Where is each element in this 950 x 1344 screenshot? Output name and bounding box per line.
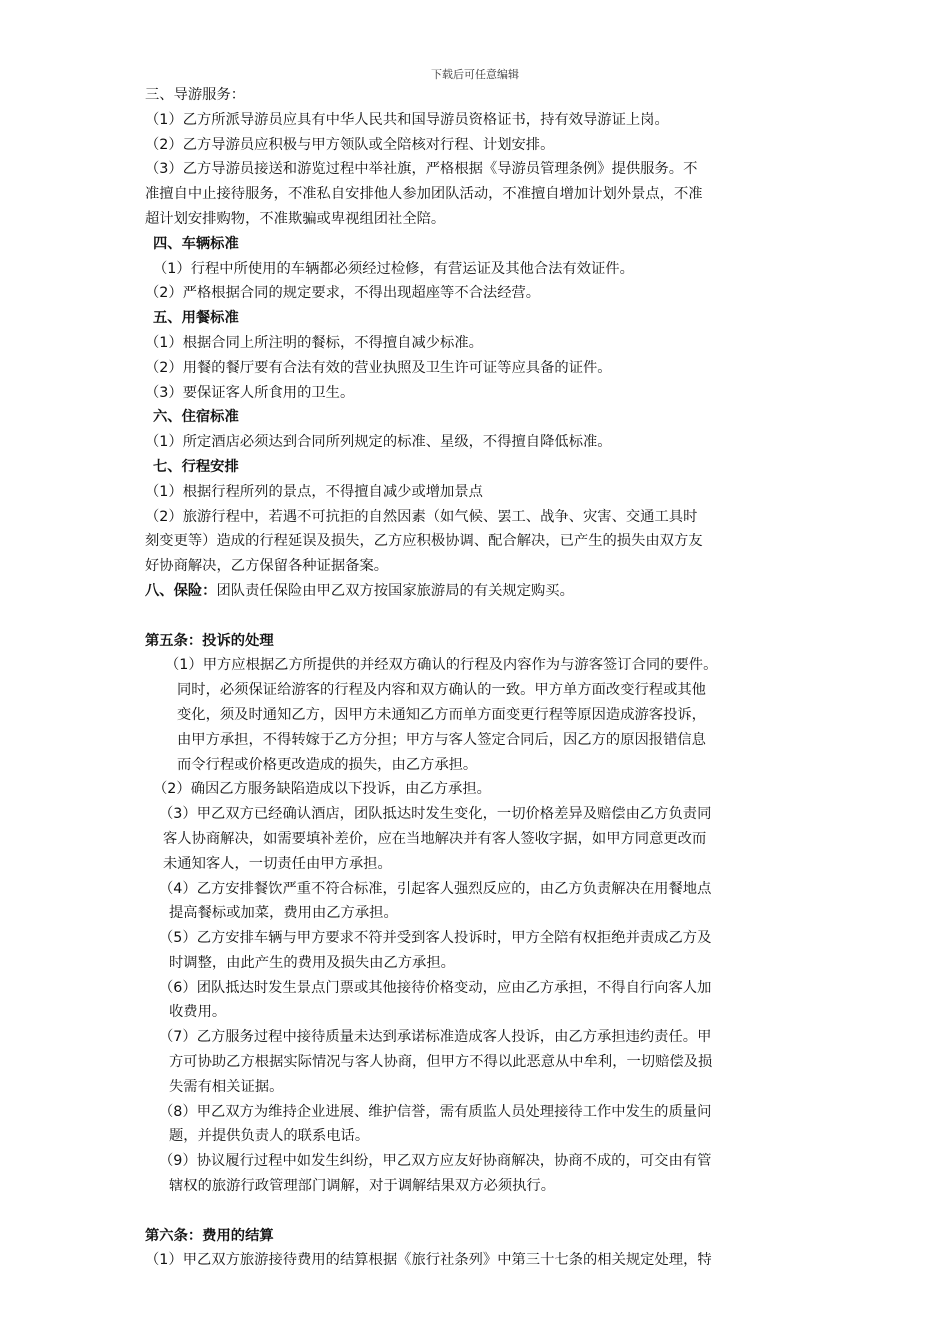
guide-service-item-3-cont: 超计划安排购物，不准欺骗或卑视组团社全陪。 xyxy=(145,210,446,227)
complaint-item-3-cont: 客人协商解决，如需要填补差价，应在当地解决并有客人签收字据，如甲方同意更改而 xyxy=(163,830,707,847)
article-title-settlement: 第六条：费用的结算 xyxy=(145,1227,274,1244)
complaint-item-6-cont: 收费用。 xyxy=(169,1004,227,1021)
complaint-item-9: （9）协议履行过程中如发生纠纷，甲乙双方应友好协商解决，协商不成的，可交由有管 xyxy=(159,1153,712,1170)
page-header: 下载后可任意编辑 xyxy=(431,68,519,81)
insurance-text: 团队责任保险由甲乙双方按国家旅游局的有关规定购买。 xyxy=(216,582,574,599)
itinerary-item-1: （1）根据行程所列的景点，不得擅自减少或增加景点 xyxy=(145,483,483,500)
complaint-item-6: （6）团队抵达时发生景点门票或其他接待价格变动，应由乙方承担，不得自行向客人加 xyxy=(159,979,712,996)
complaint-item-5-cont: 时调整，由此产生的费用及损失由乙方承担。 xyxy=(169,954,455,971)
settlement-item-1: （1）甲乙双方旅游接待费用的结算根据《旅行社条列》中第三十七条的相关规定处理，特 xyxy=(145,1252,712,1269)
article-title-complaints: 第五条：投诉的处理 xyxy=(145,632,274,649)
complaint-item-1-cont: 同时，必须保证给游客的行程及内容和双方确认的一致。甲方单方面改变行程或其他 xyxy=(177,682,706,699)
meals-item-2: （2）用餐的餐厅要有合法有效的营业执照及卫生许可证等应具备的证件。 xyxy=(145,359,612,376)
complaint-item-7-cont: 方可协助乙方根据实际情况与客人协商，但甲方不得以此恶意从中牟利，一切赔偿及损 xyxy=(169,1054,713,1071)
meals-item-3: （3）要保证客人所食用的卫生。 xyxy=(145,384,355,401)
spacer xyxy=(145,604,815,629)
complaint-item-7: （7）乙方服务过程中接待质量未达到承诺标准造成客人投诉，由乙方承担违约责任。甲 xyxy=(159,1029,712,1046)
vehicle-item-2: （2）严格根据合同的规定要求，不得出现超座等不合法经营。 xyxy=(145,285,541,302)
complaint-item-5: （5）乙方安排车辆与甲方要求不符并受到客人投诉时，甲方全陪有权拒绝并责成乙方及 xyxy=(159,930,712,947)
complaint-item-4-cont: 提高餐标或加菜，费用由乙方承担。 xyxy=(169,905,398,922)
complaint-item-2: （2）确因乙方服务缺陷造成以下投诉，由乙方承担。 xyxy=(153,781,491,798)
spacer xyxy=(145,1199,815,1224)
complaint-item-9-cont: 辖权的旅游行政管理部门调解，对于调解结果双方必须执行。 xyxy=(169,1178,556,1195)
complaint-item-1-cont: 由甲方承担，不得转嫁于乙方分担；甲方与客人签定合同后，因乙方的原因报错信息 xyxy=(177,731,706,748)
complaint-item-1-cont: 而令行程或价格更改造成的损失，由乙方承担。 xyxy=(177,756,478,773)
guide-service-item-1: （1）乙方所派导游员应具有中华人民共和国导游员资格证书，持有效导游证上岗。 xyxy=(145,111,669,128)
complaint-item-3: （3）甲乙双方已经确认酒店，团队抵达时发生变化，一切价格差异及赔偿由乙方负责同 xyxy=(159,806,712,823)
section-title-meals: 五、用餐标准 xyxy=(153,310,239,327)
lodging-item-1: （1）所定酒店必须达到合同所列规定的标准、星级，不得擅自降低标准。 xyxy=(145,434,612,451)
complaint-item-1-cont: 变化，须及时通知乙方，因甲方未通知乙方而单方面变更行程等原因造成游客投诉， xyxy=(177,706,706,723)
complaint-item-1: （1）甲方应根据乙方所提供的并经双方确认的行程及内容作为与游客签订合同的要件。 xyxy=(165,657,718,674)
complaint-item-7-cont: 失需有相关证据。 xyxy=(169,1078,284,1095)
insurance-line xyxy=(145,579,815,604)
complaint-item-8: （8）甲乙双方为维持企业进展、维护信誉，需有质监人员处理接待工作中发生的质量问 xyxy=(159,1103,712,1120)
complaint-item-4: （4）乙方安排餐饮严重不符合标准，引起客人强烈反应的，由乙方负责解决在用餐地点 xyxy=(159,880,712,897)
vehicle-item-1: （1）行程中所使用的车辆都必须经过检修，有营运证及其他合法有效证件。 xyxy=(153,260,634,277)
section-title-vehicle: 四、车辆标准 xyxy=(153,235,239,252)
guide-service-item-3-cont: 准擅自中止接待服务，不准私自安排他人参加团队活动，不准擅自增加计划外景点，不准 xyxy=(145,186,703,203)
itinerary-item-2: （2）旅游行程中，若遇不可抗拒的自然因素（如气候、罢工、战争、灾害、交通工具时 xyxy=(145,508,698,525)
section-title-guide-service: 三、导游服务： xyxy=(145,87,246,103)
section-title-lodging: 六、住宿标准 xyxy=(153,409,239,426)
guide-service-item-2: （2）乙方导游员应积极与甲方领队或全陪核对行程、计划安排。 xyxy=(145,136,555,153)
document-body xyxy=(145,83,815,1273)
itinerary-item-2-cont: 好协商解决，乙方保留各种证据备案。 xyxy=(145,558,389,575)
complaint-item-8-cont: 题，并提供负责人的联系电话。 xyxy=(169,1128,370,1145)
meals-item-1: （1）根据合同上所注明的餐标，不得擅自减少标准。 xyxy=(145,334,483,351)
section-title-insurance: 八、保险： xyxy=(145,582,217,599)
guide-service-item-3: （3）乙方导游员接送和游览过程中举社旗，严格根据《导游员管理条例》提供服务。不 xyxy=(145,161,698,178)
itinerary-item-2-cont: 刻变更等）造成的行程延误及损失，乙方应积极协调、配合解决，已产生的损失由双方友 xyxy=(145,533,703,550)
section-title-itinerary: 七、行程安排 xyxy=(153,458,239,475)
complaint-item-3-cont: 未通知客人，一切责任由甲方承担。 xyxy=(163,855,392,872)
